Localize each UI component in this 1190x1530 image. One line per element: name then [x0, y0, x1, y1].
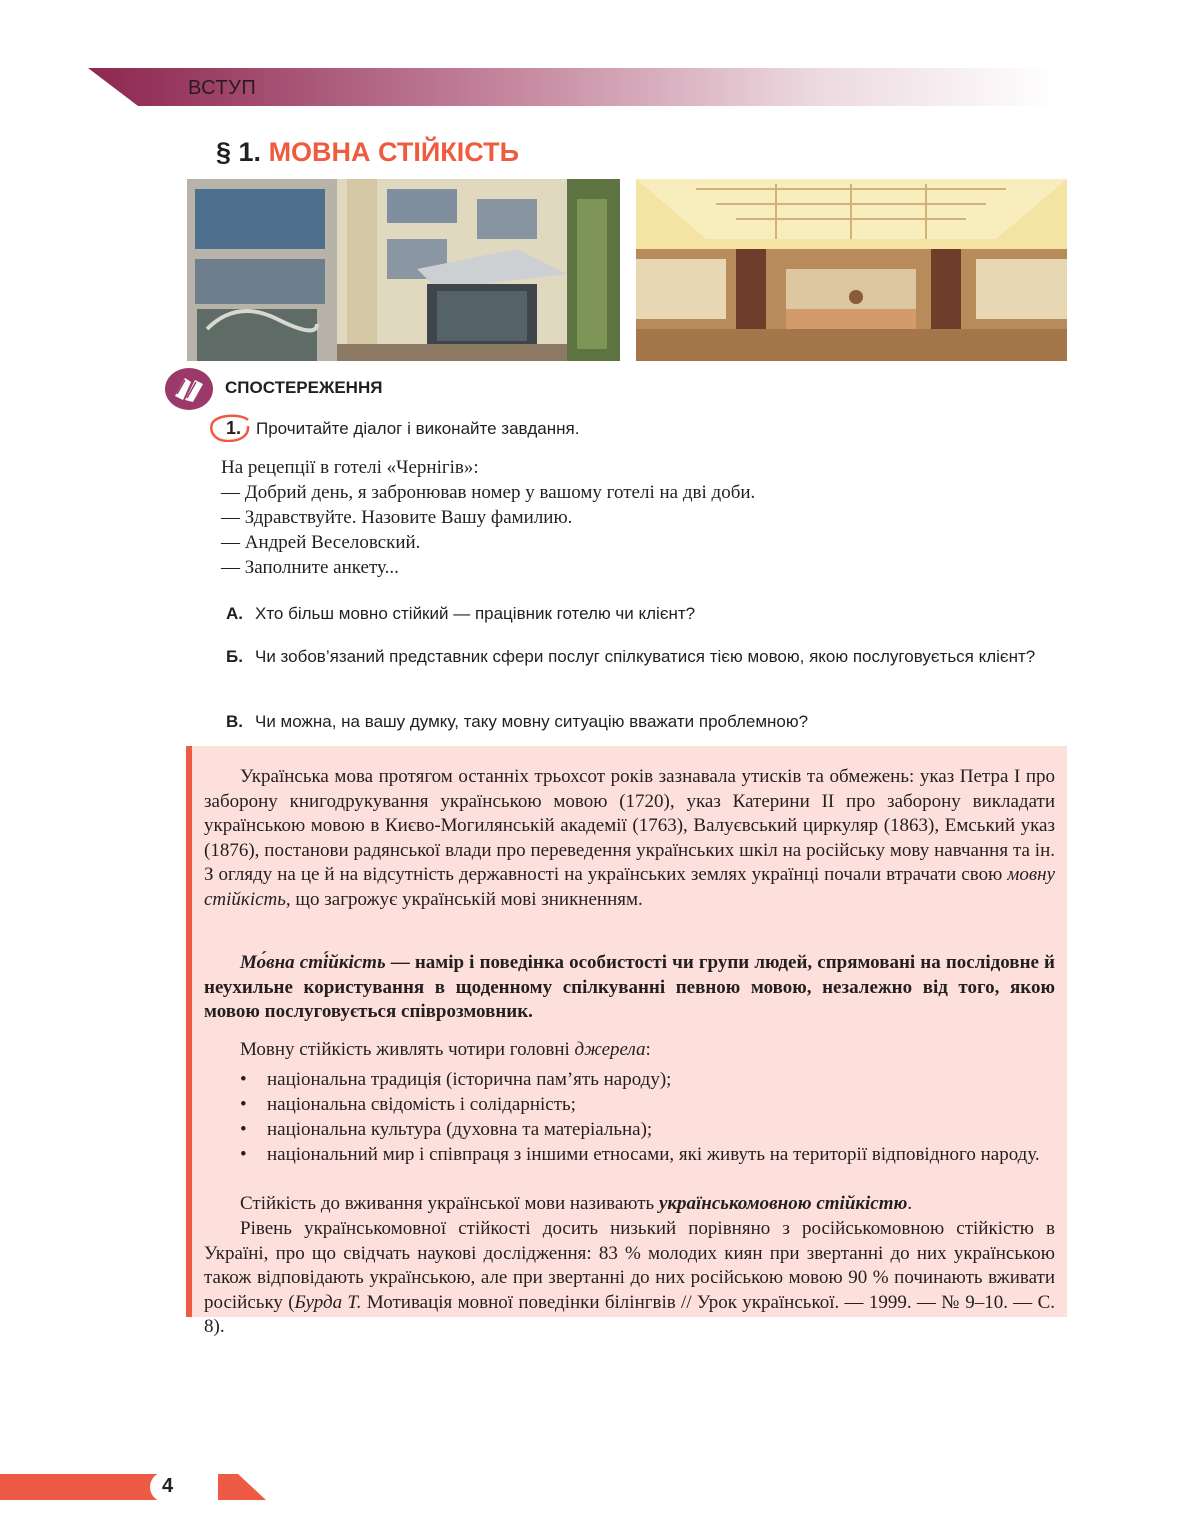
text-run: Українська мова протягом останніх трьохсот років зазнавала утисків та обмежень: указ Петра І про заборону книгодрукування українською мовою (1720), указ Катерини ІІ про заборону викладати українською мовою в Києво-Могилянській академії (1763), Валуєвський циркуляр (1863), Емський указ (1876), постанови радянської влади про переведення українських шкіл на російську мову навчання та ін. З огляду на це й на відсутність державності на українських землях українці почали втрачати свою [204, 766, 1055, 885]
bullet: • [240, 1144, 247, 1165]
question-b [226, 645, 1095, 669]
page-number: 4 [162, 1475, 174, 1497]
bullet: • [240, 1069, 247, 1090]
hotel-lobby-photo [636, 179, 1067, 361]
question-a [226, 602, 1066, 626]
question-text: Хто більш мовно стійкий — працівник готелю чи клієнт? [255, 604, 696, 623]
book-icon [163, 366, 215, 412]
bullet: • [240, 1119, 247, 1140]
list-item-text: національний мир і співпраця з іншими етносами, які живуть на території відповідного народу. [267, 1144, 1040, 1165]
list-item-text: національна свідомість і солідарність; [267, 1094, 576, 1115]
bullet: • [240, 1094, 247, 1115]
dialogue-line: — Добрий день, я забронював номер у вашому готелі на дві доби. [221, 482, 756, 503]
question-text: Чи можна, на вашу думку, таку мовну ситуацію вважати проблемною? [255, 712, 809, 731]
page-title [216, 137, 519, 168]
text-run: Мовну стійкість живлять чотири головні [240, 1039, 575, 1060]
info-paragraph-research [204, 1217, 1055, 1340]
text-run: Рівень українськомовної стійкості досить низький порівняно з російськомовною стійкістю в Україні, про що свідчать наукові дослідження: 83 % молодих киян при звертанні до них українською також відповідають українською, але при звертанні до них російською мовою 90 % починають вживати російську ( [204, 1218, 1055, 1313]
info-paragraph-history [204, 765, 1055, 912]
emphasis: українськомовною стійкістю [658, 1193, 908, 1214]
section-label: ВСТУП [188, 77, 257, 99]
dialogue-line: — Заполните анкету... [221, 557, 399, 578]
list-item-text: національна культура (духовна та матеріальна); [267, 1119, 653, 1140]
footer-bar [0, 1474, 160, 1500]
question-label: А. [226, 604, 243, 623]
question-label: В. [226, 712, 243, 731]
dialogue-line: — Андрей Веселовский. [221, 532, 421, 553]
emphasis: джерела [574, 1039, 646, 1060]
text-run: . [907, 1193, 913, 1214]
list-item [240, 1068, 1055, 1093]
text-run: : [645, 1039, 651, 1060]
list-item [240, 1093, 1055, 1118]
dialogue-line: — Здравствуйте. Назовите Вашу фамилию. [221, 507, 573, 528]
info-box-accent-bar [186, 746, 192, 1317]
info-paragraph-term [204, 1192, 1055, 1217]
text-run: Мотивація мовної поведінки білінгвів // Урок української. — 1999. — № 9–10. — С. 8). [204, 1291, 1055, 1337]
paragraph-name: МОВНА СТІЙКІСТЬ [268, 137, 519, 167]
observation-heading: СПОСТЕРЕЖЕННЯ [225, 378, 383, 397]
definition [204, 951, 1055, 1025]
task-number: 1. [226, 418, 242, 438]
list-item-text: національна традиція (історична пам’ять народу); [267, 1069, 672, 1090]
hotel-building-photo [187, 179, 620, 361]
paragraph-number: § 1. [216, 137, 262, 167]
list-item [240, 1118, 1055, 1143]
list-item [240, 1143, 1082, 1168]
question-label: Б. [226, 647, 243, 666]
definition-text: — намір і поведінка особистості чи групи людей, спрямовані на послідовне й неухильне користування в щоденному спілкуванні певною мовою, незалежно від того, якою мовою послуговується співрозмовник. [204, 952, 1055, 1022]
emphasis: мовну стійкість [204, 864, 1055, 910]
dialogue-line: На рецепції в готелі «Чернігів»: [221, 457, 479, 478]
emphasis: Бурда Т. [294, 1291, 362, 1313]
task-text: Прочитайте діалог і виконайте завдання. [256, 419, 580, 438]
text-run: , що загрожує українській мові зникненням. [285, 888, 643, 910]
question-c [226, 710, 1066, 734]
sources-intro [204, 1038, 1055, 1063]
question-text: Чи зобов’язаний представник сфери послуг спілкуватися тією мовою, якою послуговується клієнт? [255, 647, 1036, 666]
definition-term: Мо́вна сті́йкість [240, 952, 386, 973]
text-run: Стійкість до вживання української мови називають [240, 1193, 659, 1214]
footer-arrow-icon [218, 1474, 268, 1500]
